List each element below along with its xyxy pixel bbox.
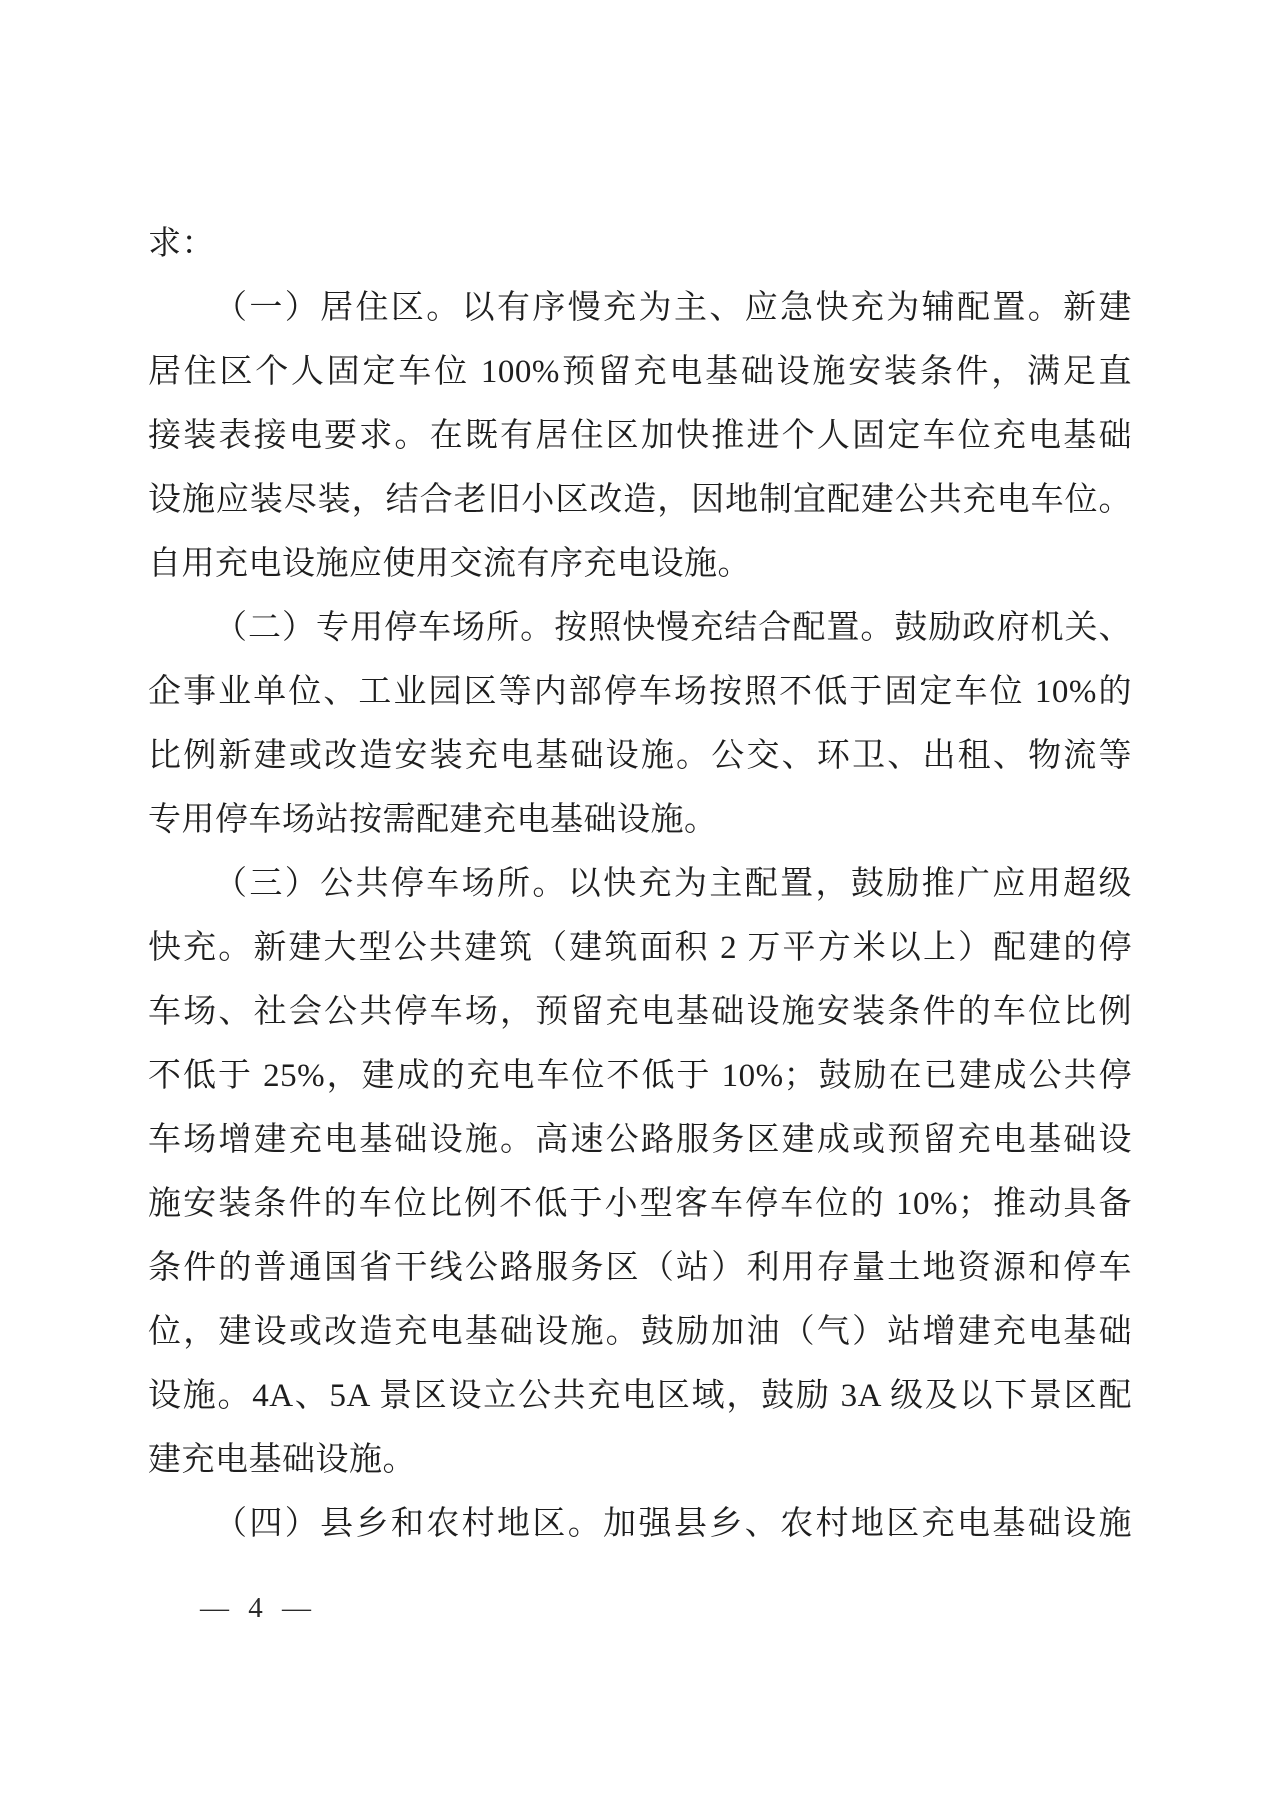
body-line: 不低于 25%，建成的充电车位不低于 10%；鼓励在已建成公共停 bbox=[148, 1058, 1132, 1094]
page-number-footer: — 4 — bbox=[200, 1592, 317, 1624]
body-line: 车场、社会公共停车场，预留充电基础设施安装条件的车位比例 bbox=[148, 994, 1132, 1030]
body-line: 设施。4A、5A 景区设立公共充电区域，鼓励 3A 级及以下景区配 bbox=[148, 1378, 1132, 1414]
body-line: 施安装条件的车位比例不低于小型客车停车位的 10%；推动具备 bbox=[148, 1186, 1132, 1222]
body-line: 专用停车场站按需配建充电基础设施。 bbox=[148, 802, 718, 838]
body-line: 比例新建或改造安装充电基础设施。公交、环卫、出租、物流等 bbox=[148, 738, 1132, 774]
body-line: 企事业单位、工业园区等内部停车场按照不低于固定车位 10%的 bbox=[148, 674, 1132, 710]
paragraph-section-1 bbox=[148, 276, 1132, 596]
body-line: 条件的普通国省干线公路服务区（站）利用存量土地资源和停车 bbox=[148, 1250, 1132, 1286]
paragraph-section-3 bbox=[148, 852, 1132, 1492]
paragraph-section-4 bbox=[148, 1492, 1132, 1556]
body-line: 自用充电设施应使用交流有序充电设施。 bbox=[148, 546, 751, 582]
body-line: （四）县乡和农村地区。加强县乡、农村地区充电基础设施 bbox=[214, 1506, 1132, 1542]
body-line: （一）居住区。以有序慢充为主、应急快充为辅配置。新建 bbox=[214, 290, 1132, 326]
body-line: 车场增建充电基础设施。高速公路服务区建成或预留充电基础设 bbox=[148, 1122, 1132, 1158]
opening-line: 求： bbox=[148, 226, 215, 262]
body-line: （三）公共停车场所。以快充为主配置，鼓励推广应用超级 bbox=[214, 866, 1132, 902]
body-line: 居住区个人固定车位 100%预留充电基础设施安装条件，满足直 bbox=[148, 354, 1132, 390]
body-line: （二）专用停车场所。按照快慢充结合配置。鼓励政府机关、 bbox=[214, 610, 1132, 646]
body-line: 建充电基础设施。 bbox=[148, 1442, 416, 1478]
document-body bbox=[148, 212, 1132, 1556]
body-line: 快充。新建大型公共建筑（建筑面积 2 万平方米以上）配建的停 bbox=[148, 930, 1132, 966]
body-line: 接装表接电要求。在既有居住区加快推进个人固定车位充电基础 bbox=[148, 418, 1132, 454]
paragraph-section-2 bbox=[148, 596, 1132, 852]
body-line: 位，建设或改造充电基础设施。鼓励加油（气）站增建充电基础 bbox=[148, 1314, 1132, 1350]
body-line: 设施应装尽装，结合老旧小区改造，因地制宜配建公共充电车位。 bbox=[148, 482, 1132, 518]
